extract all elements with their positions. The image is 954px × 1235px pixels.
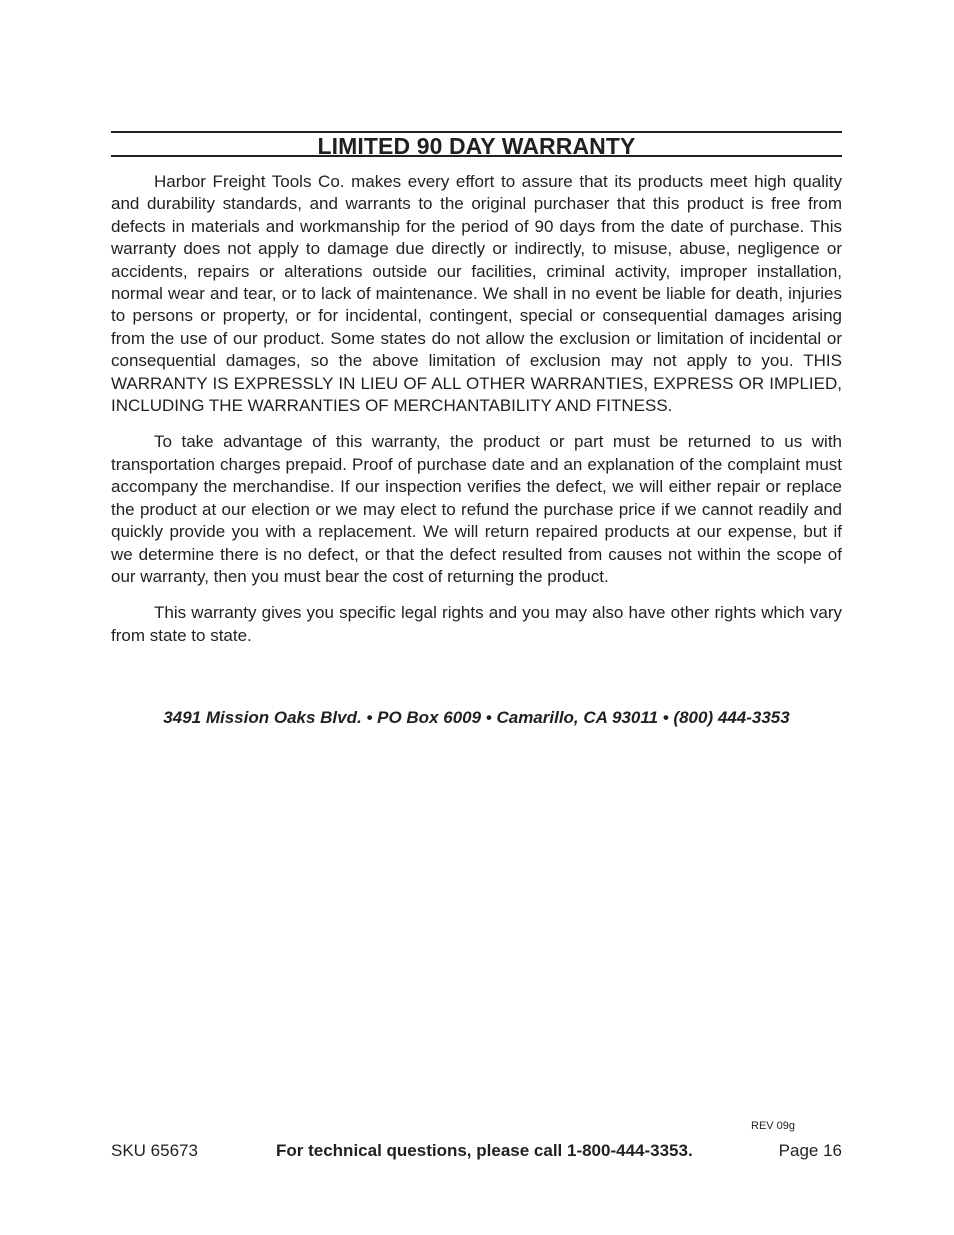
revision-label: REV 09g — [751, 1120, 796, 1132]
paragraph-warranty-terms: Harbor Freight Tools Co. makes every effort to assure that its products meet high quality and durability standards, and warrants to the original purchaser that this product is free from defects in materials and workmanship for the period of 90 days from the date of purchase. This warranty does not apply to damage due directly or indirectly, to misuse, abuse, negligence or accidents, repairs or alterations outside our facilities, criminal activity, improper installation, normal wear and tear, or to lack of maintenance. We shall in no event be liable for death, injuries to persons or property, or for incidental, contingent, special or consequential damages arising from the use of our product. Some states do not allow the exclusion or limitation of incidental or consequential damages, so the above limitation of exclusion may not apply to you. THIS WARRANTY IS EXPRESSLY IN LIEU OF ALL OTHER WARRANTIES, EXPRESS OR IMPLIED, INCLUDING THE WARRANTIES OF MERCHANTABILITY AND FITNESS. — [111, 172, 842, 416]
paragraph-return-process: To take advantage of this warranty, the product or part must be returned to us with transportation charges prepaid. Proof of purchase date and an explanation of the complaint must accompany the merchandise. If our inspection verifies the defect, we will either repair or replace the product at our election or we may elect to refund the purchase price if we cannot readily and quickly provide you with a replacement. We will return repaired products at our expense, but if we determine there is no defect, or that the defect resulted from causes not within the scope of our warranty, then you must bear the cost of returning the product. — [111, 432, 842, 586]
sku-label: SKU 65673 — [111, 1141, 198, 1160]
page-number: Page 16 — [778, 1141, 842, 1160]
page-footer — [111, 1139, 842, 1163]
paragraph-legal-rights: This warranty gives you specific legal rights and you may also have other rights which vary from state to state. — [111, 603, 842, 645]
warranty-body — [111, 171, 842, 661]
technical-support-line: For technical questions, please call 1-800-444-3353. — [276, 1141, 693, 1160]
page-title: LIMITED 90 DAY WARRANTY — [317, 133, 636, 159]
title-rule-block — [111, 131, 842, 157]
company-address: 3491 Mission Oaks Blvd. • PO Box 6009 • Camarillo, CA 93011 • (800) 444-3353 — [163, 708, 790, 727]
